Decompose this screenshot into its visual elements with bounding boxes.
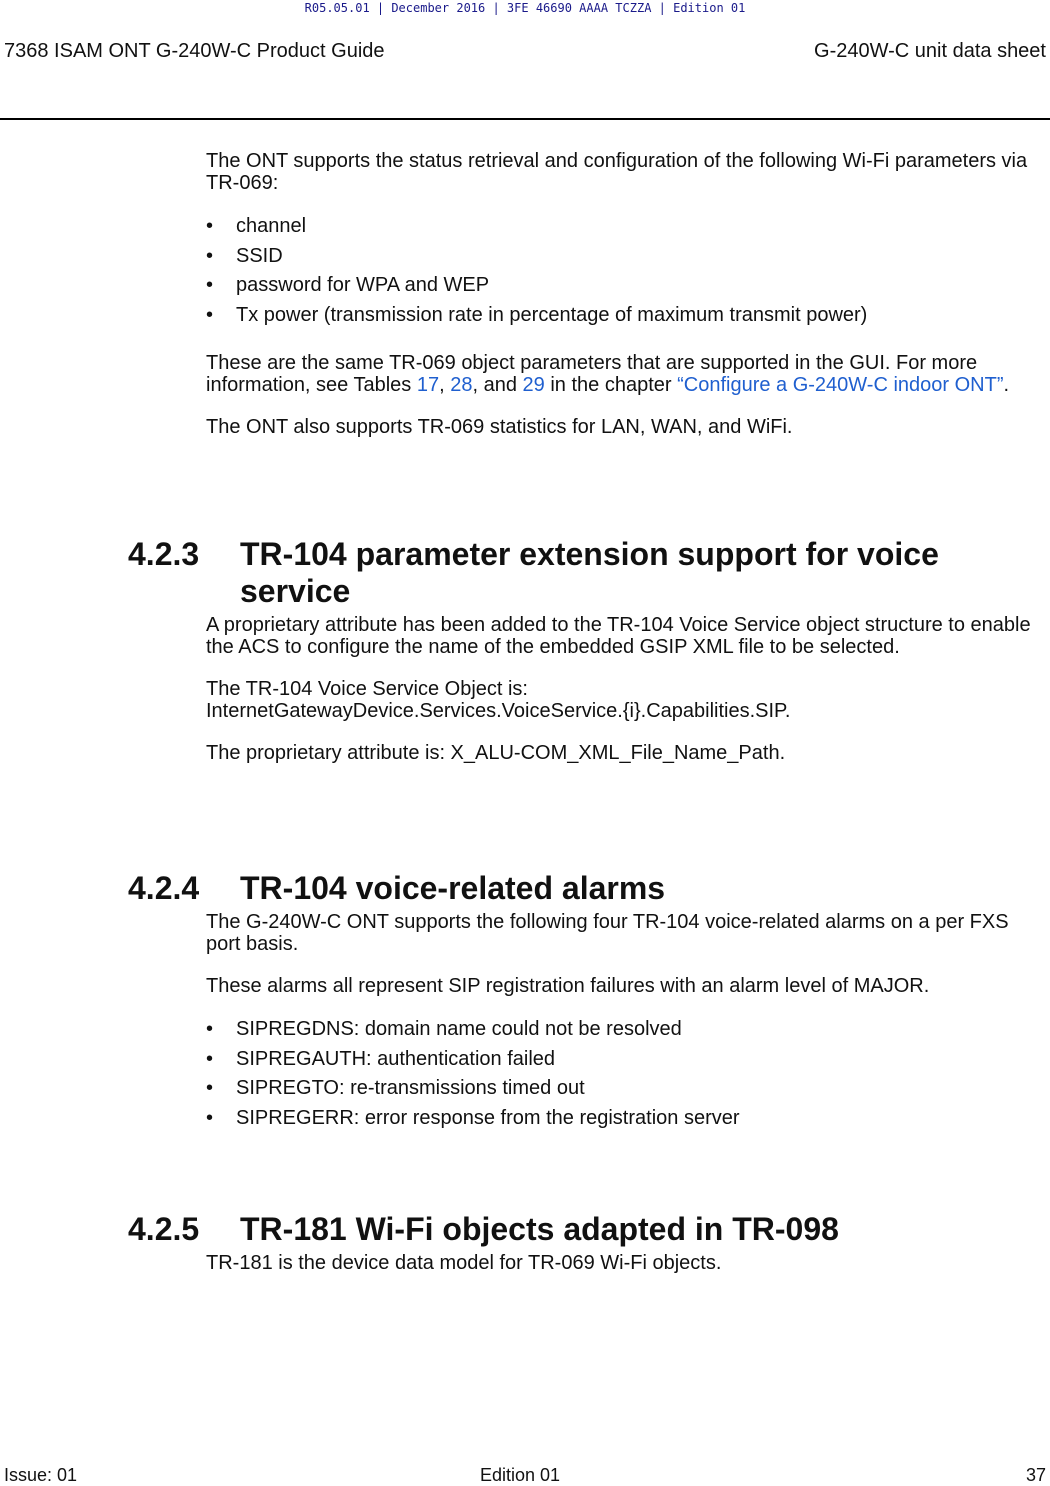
header-product-title: 7368 ISAM ONT G-240W-C Product Guide bbox=[4, 40, 385, 62]
section-paragraph: The TR-104 Voice Service Object is: InternetGatewayDevice.Services.VoiceService.{i}.Capabilities.SIP. bbox=[206, 678, 791, 722]
table-28-link[interactable]: 28 bbox=[450, 374, 473, 396]
table-17-link[interactable]: 17 bbox=[416, 374, 440, 396]
section-4-2-4 bbox=[128, 870, 1046, 1133]
section-paragraph: The proprietary attribute is: X_ALU-COM_XML_File_Name_Path. bbox=[206, 742, 786, 764]
list-item: • SIPREGTO: re-transmissions timed out bbox=[206, 1077, 585, 1099]
alarm-list bbox=[206, 1015, 1046, 1133]
intro-paragraph-3: The ONT also supports TR-069 statistics for LAN, WAN, and WiFi. bbox=[206, 416, 793, 438]
list-item: • channel bbox=[206, 215, 307, 237]
list-item: • SIPREGERR: error response from the registration server bbox=[206, 1106, 740, 1129]
list-item: • SIPREGDNS: domain name could not be resolved bbox=[206, 1018, 682, 1040]
footer-edition: Edition 01 bbox=[480, 1465, 561, 1485]
intro-paragraph-1: The ONT supports the status retrieval and configuration of the following Wi-Fi parameters via TR-069: bbox=[206, 150, 1028, 194]
section-paragraph: These alarms all represent SIP registration failures with an alarm level of MAJOR. bbox=[206, 975, 930, 997]
section-4-2-3 bbox=[128, 536, 1046, 764]
section-heading: 4.2.3 TR-104 parameter extension support for voice service bbox=[128, 536, 939, 609]
footer-issue: Issue: 01 bbox=[4, 1465, 78, 1485]
section-heading: 4.2.4 TR-104 voice-related alarms bbox=[128, 870, 666, 906]
list-item: • SIPREGAUTH: authentication failed bbox=[206, 1047, 556, 1070]
footer-page-number: 37 bbox=[1025, 1465, 1046, 1485]
section-paragraph: The G-240W-C ONT supports the following four TR-104 voice-related alarms on a per FXS port basis. bbox=[206, 911, 1009, 955]
list-item: • password for WPA and WEP bbox=[206, 274, 490, 296]
wifi-parameter-list bbox=[206, 212, 1046, 330]
list-item: • SSID bbox=[206, 244, 283, 267]
list-item: • Tx power (transmission rate in percentage of maximum transmit power) bbox=[206, 303, 868, 326]
section-heading: 4.2.5 TR-181 Wi-Fi objects adapted in TR-098 bbox=[128, 1211, 839, 1247]
document-stamp: R05.05.01 | December 2016 | 3FE 46690 AAAA TCZZA | Edition 01 bbox=[304, 1, 746, 15]
chapter-link[interactable]: “Configure a G-240W-C indoor ONT” bbox=[677, 374, 1004, 396]
section-paragraph: TR-181 is the device data model for TR-069 Wi-Fi objects. bbox=[206, 1252, 722, 1274]
header-rule bbox=[0, 118, 1050, 120]
intro-block bbox=[206, 150, 1046, 438]
section-4-2-5 bbox=[128, 1211, 1046, 1274]
table-29-link[interactable]: 29 bbox=[522, 374, 545, 396]
section-paragraph: A proprietary attribute has been added to the TR-104 Voice Service object structure to enable the ACS to configure the name of the embedded GSIP XML file to be selected. bbox=[206, 614, 1031, 658]
intro-paragraph-2: These are the same TR-069 object parameters that are supported in the GUI. For more information, see Tables 17, 28, and 29 in the chapter “Configure a G-240W-C indoor ONT”. bbox=[206, 352, 1010, 396]
header-section-title: G-240W-C unit data sheet bbox=[814, 40, 1046, 62]
